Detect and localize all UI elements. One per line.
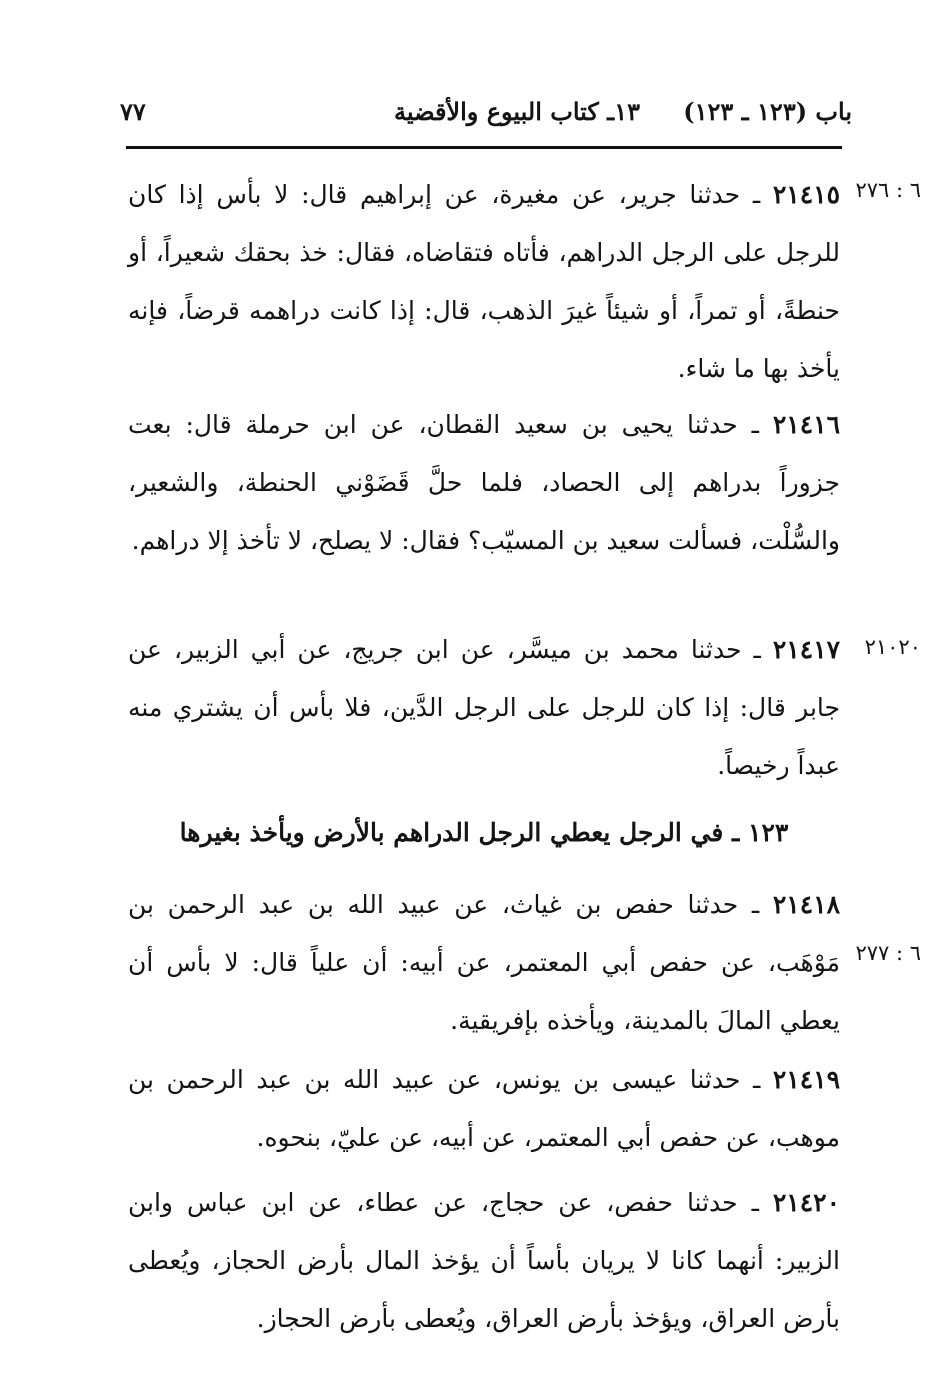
hadith-text: ـ حدثنا حفص بن غياث، عن عبيد الله بن عبد الرحمن بن مَوْهَب، عن حفص أبي المعتمر، عن أبيه: أن علياً قال: لا بأس أن يعطي المالَ بالمدينة، ويأخذه بإفريقية. — [128, 890, 840, 1035]
hadith-paragraph — [128, 166, 840, 398]
hadith-text: ـ حدثنا يحيى بن سعيد القطان، عن ابن حرملة قال: بعت جزوراً بدراهم إلى الحصاد، فلما حلَّ قَضَوْني الحنطة، والشعير، والسُّلْت، فسألت سعيد بن المسيّب؟ فقال: لا يصلح، لا تأخذ إلا دراهم. — [128, 410, 840, 555]
hadith-number: ٢١٤١٧ — [772, 635, 840, 664]
hadith-paragraph — [128, 1174, 840, 1348]
hadith-number: ٢١٤١٥ — [772, 180, 840, 209]
chapter-title: ١٢٣ ـ في الرجل يعطي الرجل الدراهم بالأرض ويأخذ بغيرها — [179, 818, 789, 847]
hadith-number: ٢١٤٢٠ — [772, 1188, 840, 1217]
margin-reference-3: ٦ : ٢٧٧ — [855, 941, 921, 965]
hadith-paragraph — [128, 876, 840, 1050]
hadith-text: ـ حدثنا جرير، عن مغيرة، عن إبراهيم قال: لا بأس إذا كان للرجل على الرجل الدراهم، فأتاه فتقاضاه، فقال: خذ بحقك شعيراً، أو حنطةً، أو تمراً، أو شيئاً غيرَ الذهب، قال: إذا كانت دراهمه قرضاً، فإنه يأخذ بها ما شاء. — [128, 180, 840, 383]
header-book-title: ١٣ـ كتاب البيوع والأقضية — [394, 97, 640, 126]
margin-reference-1: ٦ : ٢٧٦ — [855, 178, 921, 202]
hadith-text: ـ حدثنا عيسى بن يونس، عن عبيد الله بن عبد الرحمن بن موهب، عن حفص أبي المعتمر، عن أبيه، عن عليّ، بنحوه. — [128, 1065, 840, 1152]
header-section-title: باب (١٢٣ ـ ١٢٣) — [683, 97, 852, 126]
hadith-text: ـ حدثنا حفص، عن حجاج، عن عطاء، عن ابن عباس وابن الزبير: أنهما كانا لا يريان بأساً أن يؤخذ المال بأرض الحجاز، ويُعطى بأرض العراق، ويؤخذ بأرض العراق، ويُعطى بأرض الحجاز. — [128, 1188, 840, 1333]
hadith-text: ـ حدثنا محمد بن ميسَّر، عن ابن جريج، عن أبي الزبير، عن جابر قال: إذا كان للرجل على الرجل الدَّين، فلا بأس أن يشتري منه عبداً رخيصاً. — [128, 635, 840, 780]
header-rule — [126, 146, 842, 149]
page-number: ٧٧ — [120, 97, 146, 126]
hadith-paragraph — [128, 1051, 840, 1167]
hadith-paragraph — [128, 621, 840, 795]
hadith-paragraph — [128, 396, 840, 570]
hadith-number: ٢١٤١٨ — [772, 890, 840, 919]
margin-reference-2: ٢١٠٢٠ — [864, 635, 921, 659]
hadith-number: ٢١٤١٩ — [772, 1065, 840, 1094]
hadith-number: ٢١٤١٦ — [772, 410, 840, 439]
